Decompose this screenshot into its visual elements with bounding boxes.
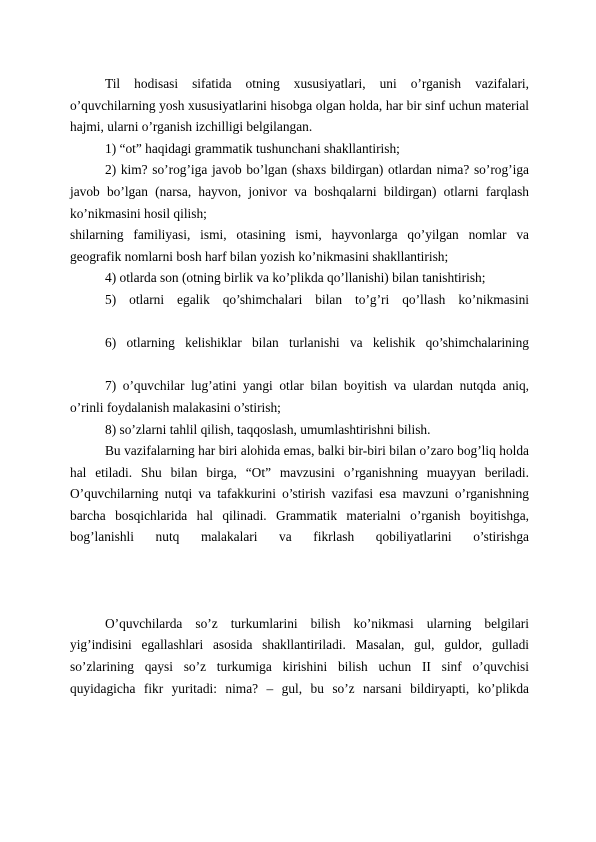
paragraph-item-2: 2) kim? so’rog’iga javob bo’lgan (shaxs bildirgan) otlardan nima? so’rog’iga javob bo’lgan (narsa, hayvon, jonivor va boshqalarni bildirgan) otlarni farqlash ko’nikmasini hosil qilish; — [70, 162, 529, 221]
paragraph-item-3-fragment: shilarning familiyasi, ismi, otasining ismi, hayvonlarga qo’yilgan nomlar va geografik nomlarni bosh harf bilan yozish ko’nikmasini shakllantirish; — [70, 227, 529, 264]
paragraph-item-4: 4) otlarda son (otning birlik va ko’plikda qo’llanishi) bilan tanishtirish; — [105, 270, 486, 286]
paragraph-item-5: 5) otlarni egalik qo’shimchalari bilan to’g’ri qo’llash ko’nikmasini — [105, 291, 529, 307]
blank-line — [70, 354, 529, 376]
paragraph-intro: Til hodisasi sifatida otning xususiyatlari, uni o’rganish vazifalari, o’quvchilarning yosh xususiyatlarini hisobga olgan holda, har bir sinf uchun material hajmi, ularni o’rganish izchilligi belgilangan. — [70, 76, 529, 135]
document-body — [70, 73, 529, 699]
paragraph-item-8: 8) so’zlarni tahlil qilish, taqqoslash, umumlashtirishni bilish. — [105, 421, 431, 437]
blank-line — [70, 311, 529, 333]
paragraph-word-classes: O’quvchilarda so’z turkumlarini bilish ko’nikmasi ularning belgilari yig’indisini egallashlari asosida shakllantiriladi. Masalan, gul, guldor, gulladi so’zlarining qaysi so’z turkumiga kirishini bilish uchun II sinf o’quvchisi quyidagicha fikr yuritadi: nima? – gul, bu so’z narsani bildiryapti, ko’plikda — [70, 615, 529, 696]
paragraph-item-1: 1) “ot” haqidagi grammatik tushunchani shakllantirish; — [105, 140, 400, 156]
paragraph-item-7: 7) o’quvchilar lug’atini yangi otlar bilan boyitish va ulardan nutqda aniq, o’rinli foydalanish malakasini o’stirish; — [70, 378, 529, 415]
paragraph-tasks-summary: Bu vazifalarning har biri alohida emas, balki bir-biri bilan o’zaro bog’liq holda hal etiladi. Shu bilan birga, “Ot” mavzusini o’rganishning muayyan beriladi. O’quvchilarning nutqi va tafakkurini o’stirish vazifasi esa mavzuni o’rganishning barcha bosqichlarida hal qilinadi. Grammatik materialni o’rganish boyitishga, bog’lanishli nutq malakalari va fikrlash qobiliyatlarini o’stirishga — [70, 443, 529, 545]
blank-space — [70, 548, 529, 613]
paragraph-item-6: 6) otlarning kelishiklar bilan turlanishi va kelishik qo’shimchalarining — [105, 335, 529, 351]
